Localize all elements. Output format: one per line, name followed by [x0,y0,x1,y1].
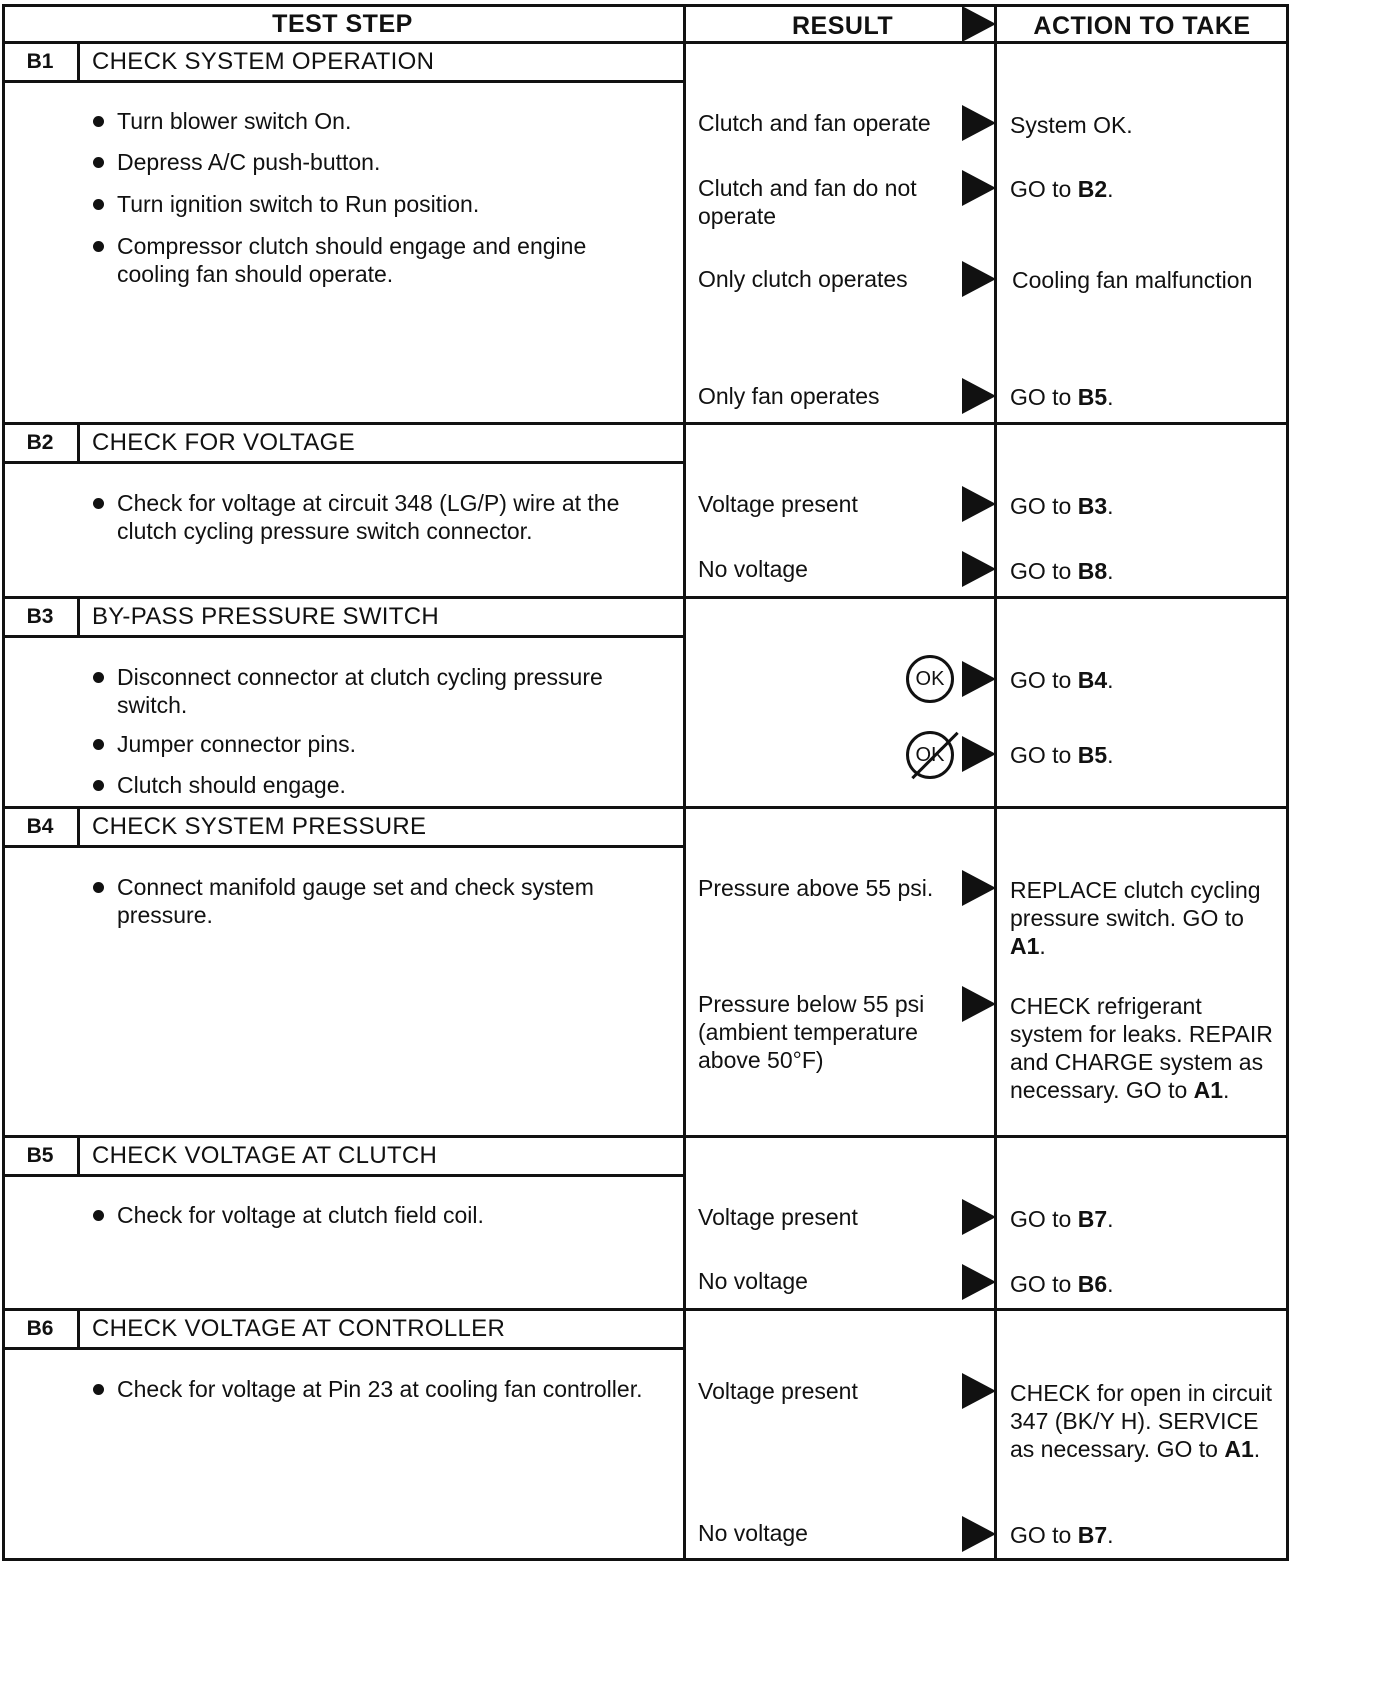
action-text: GO to B6. [1010,1271,1114,1297]
result-text: Only fan operates [698,383,880,409]
arrow-icon [962,378,996,414]
step-bullet: Disconnect connector at clutch cycling pressure switch. [117,663,637,719]
b3-title-underline [2,635,683,638]
header-result: RESULT [792,12,894,40]
table-border-top [2,4,1288,7]
row-divider [2,1135,1288,1138]
result-text: Pressure below 55 psi (ambient temperature above 50°F) [698,991,925,1073]
arrow-icon [962,661,996,697]
step-id: B2 [26,431,54,454]
row-divider [2,1308,1288,1311]
header-arrow-icon [962,6,996,42]
result-text: No voltage [698,1520,808,1546]
arrow-icon [962,170,996,206]
step-title: CHECK FOR VOLTAGE [92,429,355,456]
row-divider [2,422,1288,425]
arrow-icon [962,551,996,587]
step-bullet: Check for voltage at Pin 23 at cooling fan controller. [117,1375,677,1403]
arrow-icon [962,1264,996,1300]
b1-title-underline [2,80,683,83]
table-border-right [1286,4,1289,1561]
b4-title-underline [2,845,683,848]
result-text: No voltage [698,556,808,582]
row-divider [2,806,1288,809]
arrow-icon [962,1199,996,1235]
step-bullet: Compressor clutch should engage and engine cooling fan should operate. [117,232,617,288]
b5-title-underline [2,1174,683,1177]
action-text: REPLACE clutch cycling pressure switch. GO to A1. [1010,877,1261,959]
step-title: BY-PASS PRESSURE SWITCH [92,603,439,630]
result-text: No voltage [698,1268,808,1294]
step-bullet: Check for voltage at clutch field coil. [117,1201,657,1229]
step-title: CHECK SYSTEM PRESSURE [92,813,427,840]
arrow-icon [962,261,996,297]
step-id: B1 [26,50,54,73]
action-text: GO to B3. [1010,493,1114,519]
result-text: Clutch and fan do not operate [698,175,917,229]
result-text: Pressure above 55 psi. [698,875,934,901]
step-bullet: Clutch should engage. [117,771,637,799]
result-text: Only clutch operates [698,266,908,292]
arrow-icon [962,736,996,772]
step-bullet: Depress A/C push-button. [117,148,657,176]
action-text: GO to B2. [1010,176,1114,202]
step-bullet: Check for voltage at circuit 348 (LG/P) wire at the clutch cycling pressure switch connector. [117,489,662,545]
step-title: CHECK VOLTAGE AT CONTROLLER [92,1315,506,1342]
step-title: CHECK SYSTEM OPERATION [92,48,435,75]
step-bullet: Jumper connector pins. [117,730,637,758]
row-divider [2,596,1288,599]
b6-title-underline [2,1347,683,1350]
step-bullet: Turn ignition switch to Run position. [117,190,657,218]
step-id: B6 [26,1317,54,1340]
header-bottom-line [2,41,1288,44]
arrow-icon [962,486,996,522]
arrow-icon [962,105,996,141]
b2-title-underline [2,461,683,464]
arrow-icon [962,1516,996,1552]
arrow-icon [962,1373,996,1409]
step-bullet: Connect manifold gauge set and check system pressure. [117,873,637,929]
column-divider-result [683,4,686,1561]
action-text: GO to B5. [1010,384,1114,410]
ok-circle-icon: OK [906,655,954,703]
table-border-bottom [2,1558,1288,1561]
step-title: CHECK VOLTAGE AT CLUTCH [92,1142,438,1169]
action-text: GO to B8. [1010,558,1114,584]
action-text: GO to B5. [1010,742,1114,768]
action-text: GO to B4. [1010,667,1114,693]
step-id: B5 [26,1144,54,1167]
step-id: B4 [26,815,54,838]
result-text: Voltage present [698,491,858,517]
not-ok-circle-icon: OK [906,731,954,779]
action-text: CHECK for open in circuit 347 (BK/Y H). SERVICE as necessary. GO to A1. [1010,1380,1273,1462]
column-divider-action [994,4,997,1561]
action-text: GO to B7. [1010,1206,1114,1232]
arrow-icon [962,986,996,1022]
step-id: B3 [26,605,54,628]
header-action: ACTION TO TAKE [1033,12,1251,40]
result-text: Voltage present [698,1378,858,1404]
action-text: GO to B7. [1010,1522,1114,1548]
action-text: CHECK refrigerant system for leaks. REPAIR and CHARGE system as necessary. GO to A1. [1010,993,1273,1103]
step-bullet: Turn blower switch On. [117,107,657,135]
action-text: Cooling fan malfunction [1012,267,1253,293]
header-test-step: TEST STEP [272,10,413,38]
arrow-icon [962,870,996,906]
result-text: Clutch and fan operate [698,110,931,136]
action-text: System OK. [1010,112,1133,138]
result-text: Voltage present [698,1204,858,1230]
